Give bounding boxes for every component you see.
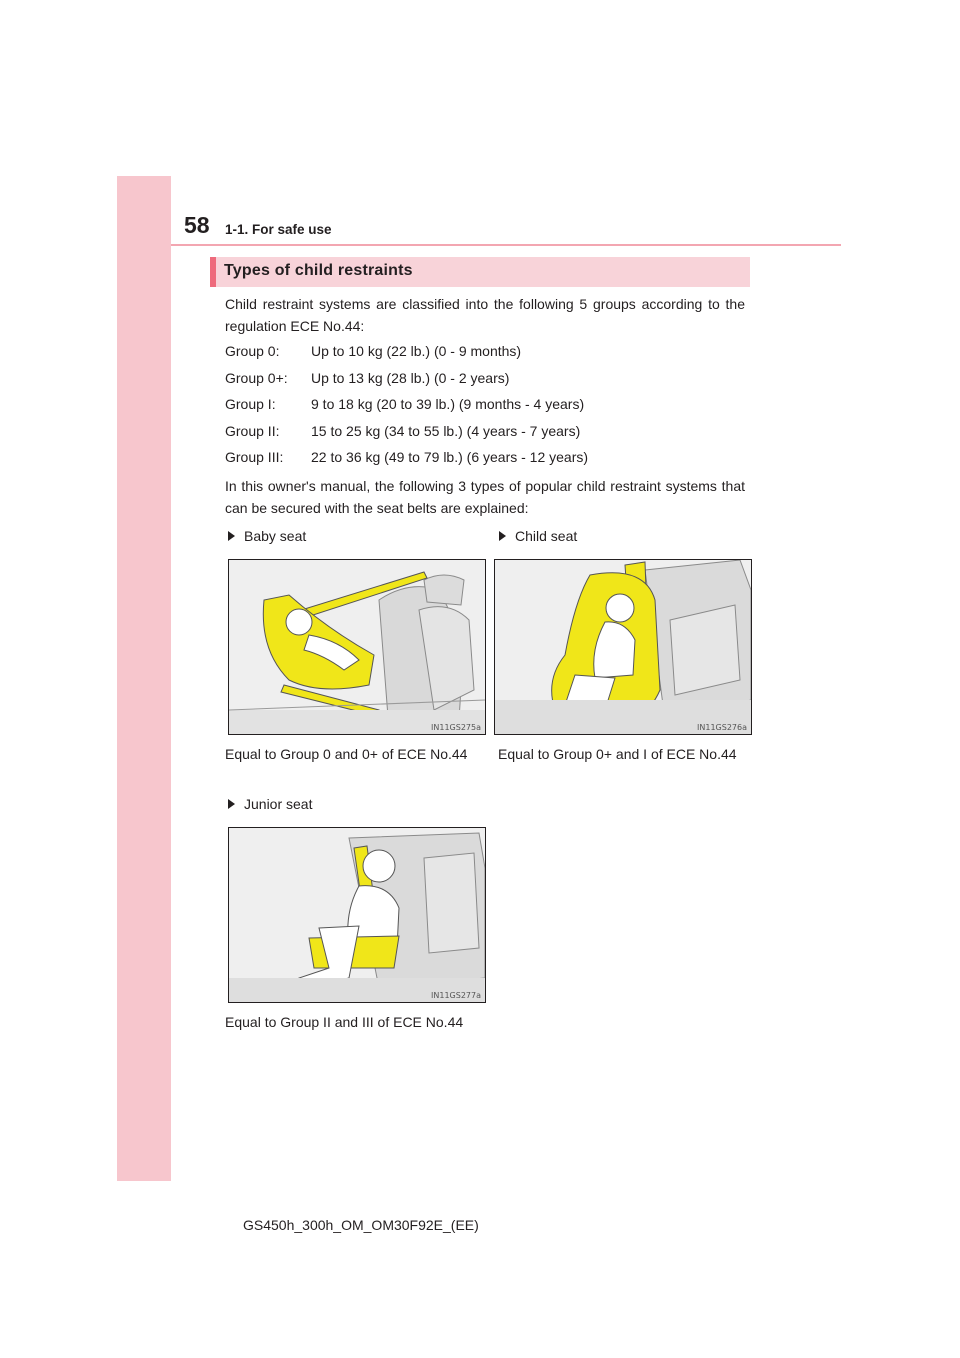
group-label: Group III: <box>225 449 284 465</box>
figure-code: IN11GS277a <box>431 991 481 1000</box>
item-label: Baby seat <box>244 528 307 544</box>
intro-paragraph: Child restraint systems are classified into the following 5 groups according to the regulation ECE No.44: <box>225 296 745 334</box>
item-heading-child-seat <box>499 528 577 544</box>
section-title: 1-1. For safe use <box>225 222 332 237</box>
document-code: GS450h_300h_OM_OM30F92E_(EE) <box>243 1217 479 1233</box>
item-label: Junior seat <box>244 796 313 812</box>
group-desc: 22 to 36 kg (49 to 79 lb.) (6 years - 12 years) <box>311 449 589 465</box>
group-label: Group II: <box>225 423 280 439</box>
group-desc: Up to 10 kg (22 lb.) (0 - 9 months) <box>311 343 522 359</box>
subheading-bar <box>210 257 750 287</box>
header-divider <box>171 244 841 246</box>
subheading-title: Types of child restraints <box>224 262 413 279</box>
figure-junior-seat <box>228 827 486 1003</box>
caption-child-seat: Equal to Group 0+ and I of ECE No.44 <box>498 746 737 762</box>
baby-seat-illustration <box>229 560 485 734</box>
explain-paragraph: In this owner's manual, the following 3 types of popular child restraint systems that can be secured with the seat belts are explained: <box>225 478 745 516</box>
figure-child-seat <box>494 559 752 735</box>
page-number: 58 <box>184 212 210 238</box>
figure-code: IN11GS276a <box>697 723 747 732</box>
group-desc: 15 to 25 kg (34 to 55 lb.) (4 years - 7 years) <box>311 423 581 439</box>
triangle-bullet-icon <box>228 799 235 809</box>
side-band <box>117 176 171 1181</box>
figure-baby-seat <box>228 559 486 735</box>
group-label: Group 0: <box>225 343 280 359</box>
subheading-accent <box>210 257 216 287</box>
item-label: Child seat <box>515 528 578 544</box>
group-desc: 9 to 18 kg (20 to 39 lb.) (9 months - 4 years) <box>311 396 585 412</box>
group-desc: Up to 13 kg (28 lb.) (0 - 2 years) <box>311 370 510 386</box>
caption-junior-seat: Equal to Group II and III of ECE No.44 <box>225 1014 464 1030</box>
junior-seat-illustration <box>229 828 485 1002</box>
triangle-bullet-icon <box>499 531 506 541</box>
caption-baby-seat: Equal to Group 0 and 0+ of ECE No.44 <box>225 746 468 762</box>
group-label: Group 0+: <box>225 370 288 386</box>
triangle-bullet-icon <box>228 531 235 541</box>
child-seat-illustration <box>495 560 751 734</box>
item-heading-baby-seat <box>228 528 306 544</box>
figure-code: IN11GS275a <box>431 723 481 732</box>
item-heading-junior-seat <box>228 796 312 812</box>
group-label: Group I: <box>225 396 276 412</box>
